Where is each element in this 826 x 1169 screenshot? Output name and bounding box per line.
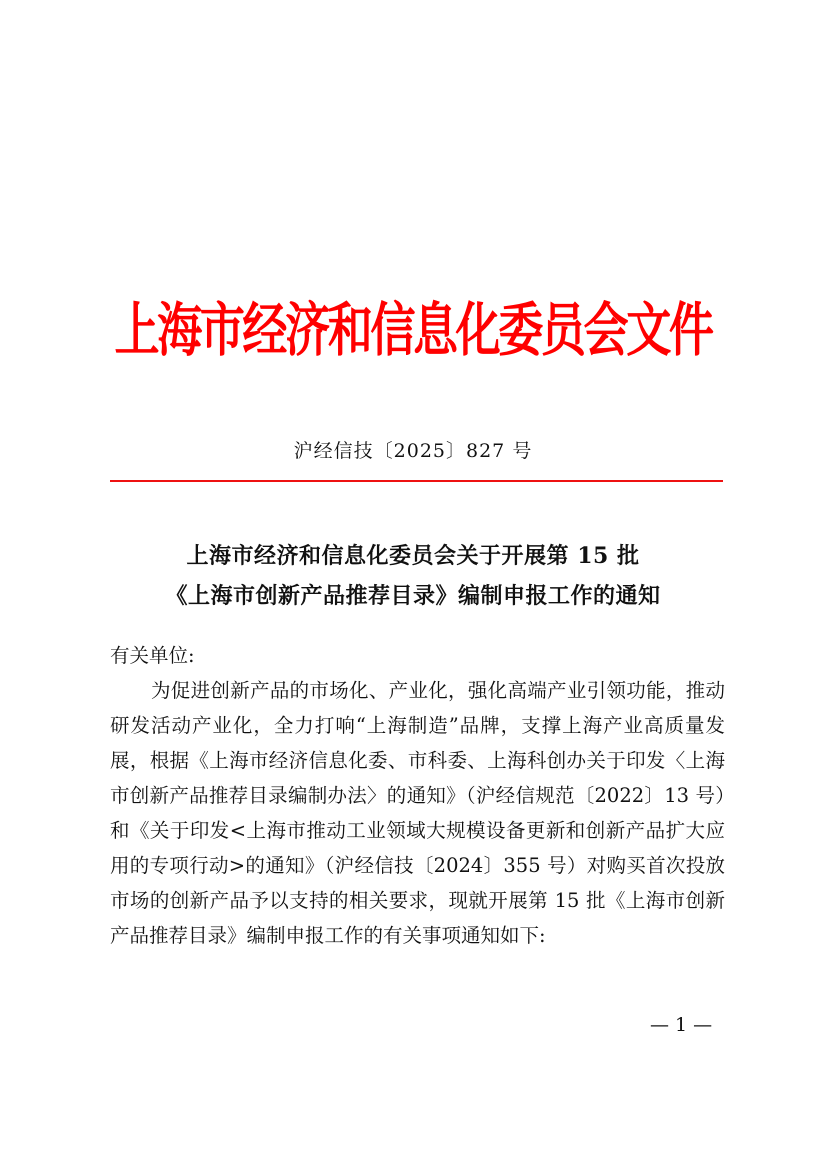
document-title bbox=[0, 536, 826, 616]
page-number: — 1 — bbox=[650, 1014, 713, 1036]
document-body bbox=[110, 638, 725, 953]
masthead: 上海市经济和信息化委员会文件 bbox=[114, 295, 712, 364]
title-line-1: 上海市经济和信息化委员会关于开展第 15 批 bbox=[186, 543, 640, 569]
red-divider bbox=[110, 480, 723, 482]
salutation: 有关单位: bbox=[110, 644, 195, 667]
body-paragraph: 为促进创新产品的市场化、产业化，强化高端产业引领功能，推动研发活动产业化，全力打响“上海制造”品牌，支撑上海产业高质量发展，根据《上海市经济信息化委、市科委、上海科创办关于印发〈上海市创新产品推荐目录编制办法〉的通知》（沪经信规范〔2022〕13 号）和《关于印发<上海市推动工业领域大规模设备更新和创新产品扩大应用的专项行动>的通知》（沪经信技〔2024〕355 号）对购买首次投放市场的创新产品予以支持的相关要求，现就开展第 15 批《上海市创新产品推荐目录》编制申报工作的有关事项通知如下: bbox=[110, 679, 725, 947]
title-line-2: 《上海市创新产品推荐目录》编制申报工作的通知 bbox=[165, 583, 661, 609]
document-number: 沪经信技〔2025〕827 号 bbox=[293, 440, 533, 462]
